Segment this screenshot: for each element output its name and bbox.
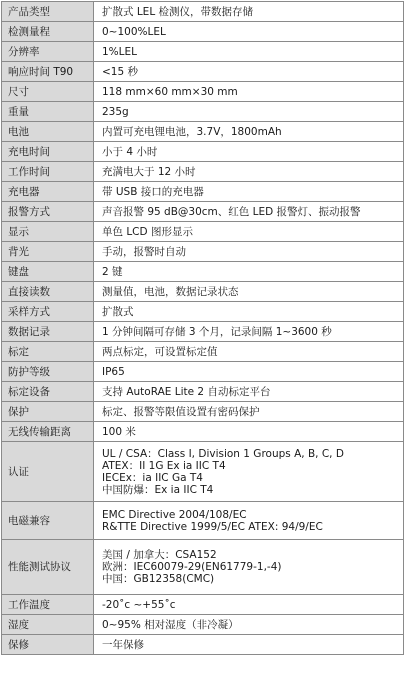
spec-row	[2, 82, 404, 102]
spec-value	[94, 62, 404, 82]
spec-value	[94, 615, 404, 635]
spec-row	[2, 22, 404, 42]
spec-row	[2, 2, 404, 22]
spec-value-line: 单色 LCD 图形显示	[102, 225, 193, 238]
spec-value-line: 中国：GB12358(CMC)	[102, 573, 215, 585]
spec-value	[94, 182, 404, 202]
spec-row	[2, 615, 404, 635]
spec-label: 充电时间	[2, 142, 94, 162]
spec-row	[2, 242, 404, 262]
spec-value-line: 美国 / 加拿大：CSA152	[102, 549, 217, 561]
spec-value	[94, 342, 404, 362]
spec-value	[94, 282, 404, 302]
spec-value-line: 100 米	[102, 425, 136, 438]
spec-label: 标定设备	[2, 382, 94, 402]
spec-label: 工作温度	[2, 595, 94, 615]
spec-table-body	[2, 2, 404, 655]
spec-row	[2, 302, 404, 322]
spec-value	[94, 22, 404, 42]
spec-row	[2, 382, 404, 402]
spec-value-line: 充满电大于 12 小时	[102, 165, 196, 178]
spec-label: 性能测试协议	[2, 540, 94, 595]
spec-value-line: 中国防爆：Ex ia IIC T4	[102, 483, 214, 496]
spec-value-line: ATEX：II 1G Ex ia IIC T4	[102, 459, 226, 472]
spec-label: 标定	[2, 342, 94, 362]
spec-value	[94, 142, 404, 162]
spec-value	[94, 242, 404, 262]
spec-value-line: 欧洲：IEC60079-29(EN61779-1,-4)	[102, 561, 282, 573]
spec-value-line: IP65	[102, 365, 125, 378]
spec-row	[2, 595, 404, 615]
spec-label: 工作时间	[2, 162, 94, 182]
spec-row	[2, 402, 404, 422]
spec-value-line: 小于 4 小时	[102, 145, 158, 158]
spec-row	[2, 362, 404, 382]
spec-row	[2, 422, 404, 442]
spec-value	[94, 442, 404, 502]
spec-label: 产品类型	[2, 2, 94, 22]
spec-label: 检测量程	[2, 22, 94, 42]
spec-value	[94, 635, 404, 655]
spec-label: 采样方式	[2, 302, 94, 322]
spec-value-line: 标定、报警等限值设置有密码保护	[102, 405, 260, 418]
spec-value-line: 扩散式	[102, 305, 134, 318]
spec-value	[94, 502, 404, 540]
spec-label: 保修	[2, 635, 94, 655]
spec-row	[2, 540, 404, 595]
spec-row	[2, 282, 404, 302]
spec-row	[2, 342, 404, 362]
spec-row	[2, 262, 404, 282]
spec-row	[2, 322, 404, 342]
spec-value-line: 带 USB 接口的充电器	[102, 185, 204, 198]
spec-value	[94, 102, 404, 122]
spec-value	[94, 540, 404, 595]
spec-value-line: 声音报警 95 dB@30cm、红色 LED 报警灯、振动报警	[102, 205, 361, 218]
spec-value	[94, 302, 404, 322]
spec-label: 认证	[2, 442, 94, 502]
spec-value	[94, 595, 404, 615]
spec-value-line: 一年保修	[102, 638, 144, 651]
spec-label: 数据记录	[2, 322, 94, 342]
spec-row	[2, 142, 404, 162]
spec-value-line: 两点标定，可设置标定值	[102, 345, 218, 358]
spec-label: 湿度	[2, 615, 94, 635]
spec-value-line: EMC Directive 2004/108/EC	[102, 508, 247, 521]
spec-label: 报警方式	[2, 202, 94, 222]
spec-row	[2, 635, 404, 655]
spec-row	[2, 162, 404, 182]
spec-label: 响应时间 T90	[2, 62, 94, 82]
spec-label: 充电器	[2, 182, 94, 202]
spec-value-line: 1 分钟间隔可存储 3 个月，记录间隔 1~3600 秒	[102, 325, 332, 338]
spec-value	[94, 422, 404, 442]
spec-label: 电池	[2, 122, 94, 142]
spec-label: 直接读数	[2, 282, 94, 302]
spec-row	[2, 102, 404, 122]
spec-value-line: R&TTE Directive 1999/5/EC ATEX: 94/9/EC	[102, 520, 323, 533]
spec-value-line: 0~100%LEL	[102, 25, 166, 38]
spec-value	[94, 402, 404, 422]
spec-value-line: 内置可充电锂电池，3.7V，1800mAh	[102, 125, 282, 138]
spec-value	[94, 82, 404, 102]
spec-value	[94, 42, 404, 62]
spec-label: 背光	[2, 242, 94, 262]
spec-row	[2, 222, 404, 242]
spec-value-line: -20˚c ~+55˚c	[102, 598, 176, 611]
spec-label: 保护	[2, 402, 94, 422]
spec-value	[94, 382, 404, 402]
spec-value-line: 支持 AutoRAE Lite 2 自动标定平台	[102, 385, 271, 398]
spec-label: 防护等级	[2, 362, 94, 382]
spec-value	[94, 202, 404, 222]
spec-value-line: IECEx：ia IIC Ga T4	[102, 471, 203, 484]
spec-label: 尺寸	[2, 82, 94, 102]
spec-row	[2, 122, 404, 142]
spec-value-line: 118 mm×60 mm×30 mm	[102, 85, 238, 98]
spec-value-line: 扩散式 LEL 检测仪，带数据存储	[102, 5, 254, 18]
spec-value-line: <15 秒	[102, 65, 138, 78]
spec-value	[94, 222, 404, 242]
spec-label: 键盘	[2, 262, 94, 282]
spec-row	[2, 62, 404, 82]
spec-value-line: 0~95% 相对湿度（非冷凝）	[102, 618, 239, 631]
spec-value	[94, 162, 404, 182]
spec-label: 显示	[2, 222, 94, 242]
spec-value-line: 手动，报警时自动	[102, 245, 186, 258]
spec-value-line: 2 键	[102, 265, 123, 278]
spec-value	[94, 362, 404, 382]
spec-value-line: 235g	[102, 105, 129, 118]
spec-row	[2, 202, 404, 222]
spec-label: 无线传输距离	[2, 422, 94, 442]
spec-value-line: 1%LEL	[102, 45, 137, 58]
spec-row	[2, 502, 404, 540]
spec-row	[2, 442, 404, 502]
spec-label: 重量	[2, 102, 94, 122]
spec-value	[94, 262, 404, 282]
spec-row	[2, 182, 404, 202]
spec-table	[1, 1, 404, 655]
spec-value-line: 测量值，电池，数据记录状态	[102, 285, 239, 298]
spec-row	[2, 42, 404, 62]
spec-label: 电磁兼容	[2, 502, 94, 540]
spec-value	[94, 122, 404, 142]
spec-label: 分辨率	[2, 42, 94, 62]
spec-value	[94, 322, 404, 342]
spec-value	[94, 2, 404, 22]
spec-value-line: UL / CSA：Class I, Division 1 Groups A, B, C, D	[102, 447, 344, 460]
